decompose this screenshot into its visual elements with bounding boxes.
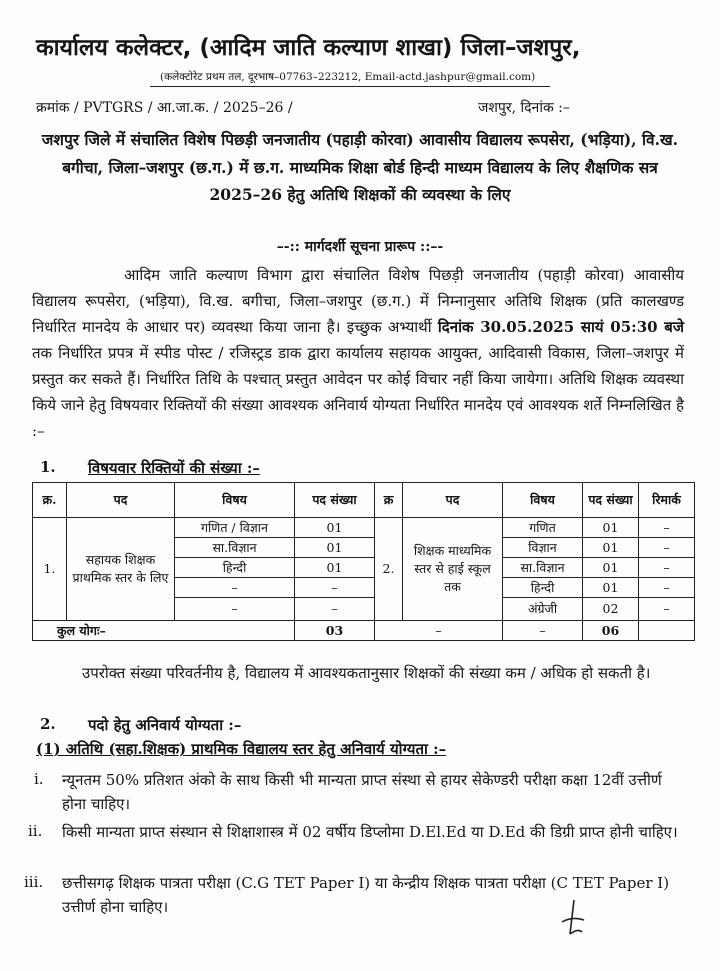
- section2-number: 2.: [40, 715, 56, 733]
- group2-subject: हिन्दी: [503, 578, 583, 598]
- note-text: उपरोक्त संख्या परिवर्तनीय है, विद्यालय में आवश्यकतानुसार शिक्षकों की संख्या कम / अधिक हो सकती है।: [82, 664, 651, 682]
- section2-title: पदो हेतु अनिवार्य योग्यता :–: [88, 716, 242, 734]
- intro-paragraph: [32, 262, 684, 444]
- group1-count: 01: [295, 538, 375, 558]
- qualification-text: न्यूनतम 50% प्रतिशत अंको के साथ किसी भी मान्यता प्राप्त संस्था से हायर सेकेण्डरी परीक्षा कक्षा 12वीं उत्तीर्ण होना चाहिए।: [62, 771, 662, 813]
- group2-subject: विज्ञान: [503, 538, 583, 558]
- intro-part1: आदिम जाति कल्याण विभाग द्वारा संचालित विशेष पिछड़ी जनजातीय (पहाड़ी कोरवा) आवासीय विद्यालय रूपसेरा, (भड़िया), वि.ख. बगीचा, जिला–जशपुर (छ.ग.) में निम्नानुसार अतिथि शिक्षक (प्रति कालखण्ड निर्धारित मानदेय के आधार पर) व्यवस्था किया जाना है। इच्छुक अभ्यार्थी: [32, 266, 684, 336]
- group1-count: –: [295, 598, 375, 621]
- subsection1-heading: (1) अतिथि (सहा.शिक्षक) प्राथमिक विद्यालय स्तर हेतु अनिवार्य योग्यता :–: [36, 740, 447, 758]
- header-count: पद संख्या: [295, 483, 375, 518]
- group2-subject: गणित: [503, 518, 583, 538]
- table-row: [33, 518, 695, 538]
- total-remark: [639, 621, 695, 641]
- table-header-row: [33, 483, 695, 518]
- header-count2: पद संख्या: [583, 483, 639, 518]
- total-count1: 03: [295, 621, 375, 641]
- group2-subject: अंग्रेजी: [503, 598, 583, 621]
- header-subject: विषय: [175, 483, 295, 518]
- group2-subject: सा.विज्ञान: [503, 558, 583, 578]
- group2-count: 01: [583, 538, 639, 558]
- group1-subject: हिन्दी: [175, 558, 295, 578]
- section1-title: विषयवार रिक्तियों की संख्या :–: [88, 459, 260, 477]
- header-rule: [150, 86, 550, 87]
- table-total-row: [33, 621, 695, 641]
- intro-part2: तक निर्धारित प्रपत्र में स्पीड पोस्ट / रजिस्ट्रड डाक द्वारा कार्यालय सहायक आयुक्त, आदिवासी विकास, जिला–जशपुर में प्रस्तुत कर सकते हैं। निर्धारित तिथि के पश्चात् प्रस्तुत आवेदन पर कोई विचार नहीं किया जायेगा। अतिथि शिक्षक व्यवस्था किये जाने हेतु विषयवार रिक्तियों की संख्या आवश्यक अनिवार्य योग्यता निर्धारित मानदेय एवं आवश्यक शर्ते निम्नलिखित है :–: [32, 344, 684, 440]
- group2-count: 01: [583, 578, 639, 598]
- qualification-number: iii.: [24, 873, 44, 891]
- guideline-heading: –-:: मार्गदर्शी सूचना प्रारूप ::–-: [276, 239, 444, 255]
- group1-post: सहायक शिक्षक प्राथमिक स्तर के लिए: [67, 518, 175, 621]
- qualification-number: i.: [34, 770, 44, 788]
- header-post2: पद: [403, 483, 503, 518]
- qualification-number: ii.: [28, 822, 43, 840]
- group2-count: 01: [583, 518, 639, 538]
- qualification-text: छत्तीसगढ़ शिक्षक पात्रता परीक्षा (C.G TET Paper I) या केन्द्रीय शिक्षक पात्रता परीक्षा (C TET Paper I) उत्तीर्ण होना चाहिए।: [62, 874, 670, 916]
- group1-subject: –: [175, 578, 295, 598]
- group2-remark: –: [639, 578, 695, 598]
- subject-heading: जशपुर जिले में संचालित विशेष पिछड़ी जनजातीय (पहाड़ी कोरवा) आवासीय विद्यालय रूपसेरा, (भड़िया), वि.ख. बगीचा, जिला–जशपुर (छ.ग.) में छ.ग. माध्यमिक शिक्षा बोर्ड हिन्दी माध्यम विद्यालय के लिए शैक्षणिक सत्र 2025–26 हेतु अतिथि शिक्षकों की व्यवस्था के लिए: [41, 130, 679, 204]
- group1-subject: सा.विज्ञान: [175, 538, 295, 558]
- group1-subject: –: [175, 598, 295, 621]
- group2-post: शिक्षक माध्यमिक स्तर से हाई स्कूल तक: [403, 518, 503, 621]
- group2-remark: –: [639, 558, 695, 578]
- qualification-text: किसी मान्यता प्राप्त संस्थान से शिक्षाशास्त्र में 02 वर्षीय डिप्लोमा D.El.Ed या D.Ed की डिग्री प्राप्त होनी चाहिए।: [62, 823, 678, 841]
- group1-count: 01: [295, 518, 375, 538]
- signature-mark: [558, 898, 588, 938]
- note-paragraph: [32, 660, 684, 687]
- group2-remark: –: [639, 538, 695, 558]
- place-date: जशपुर, दिनांक :–: [478, 100, 570, 116]
- total-count2: 06: [583, 621, 639, 641]
- header-post: पद: [67, 483, 175, 518]
- total-dash2: –: [503, 621, 583, 641]
- total-label: कुल योगः–: [33, 621, 295, 641]
- group2-sno: 2.: [375, 518, 403, 621]
- group1-count: –: [295, 578, 375, 598]
- group1-sno: 1.: [33, 518, 67, 621]
- total-dash1: –: [375, 621, 503, 641]
- group1-subject: गणित / विज्ञान: [175, 518, 295, 538]
- group2-remark: –: [639, 598, 695, 621]
- group1-count: 01: [295, 558, 375, 578]
- header-subject2: विषय: [503, 483, 583, 518]
- office-contact: (कलेक्टोरेट प्रथम तल, दूरभाष–07763–223212, Email-actd.jashpur@gmail.com): [160, 71, 536, 83]
- reference-number: क्रमांक / PVTGRS / आ.जा.क. / 2025–26 /: [36, 100, 293, 116]
- section1-number: 1.: [40, 458, 56, 476]
- intro-deadline: दिनांक 30.05.2025 सायं 05:30 बजे: [437, 318, 684, 336]
- group2-count: 01: [583, 558, 639, 578]
- vacancy-table: [32, 482, 695, 641]
- header-sno: क्र.: [33, 483, 67, 518]
- header-remark: रिमार्क: [639, 483, 695, 518]
- header-sno2: क्र: [375, 483, 403, 518]
- group2-count: 02: [583, 598, 639, 621]
- office-title: कार्यालय कलेक्टर, (आदिम जाति कल्याण शाखा) जिला–जशपुर,: [36, 35, 581, 61]
- group2-remark: –: [639, 518, 695, 538]
